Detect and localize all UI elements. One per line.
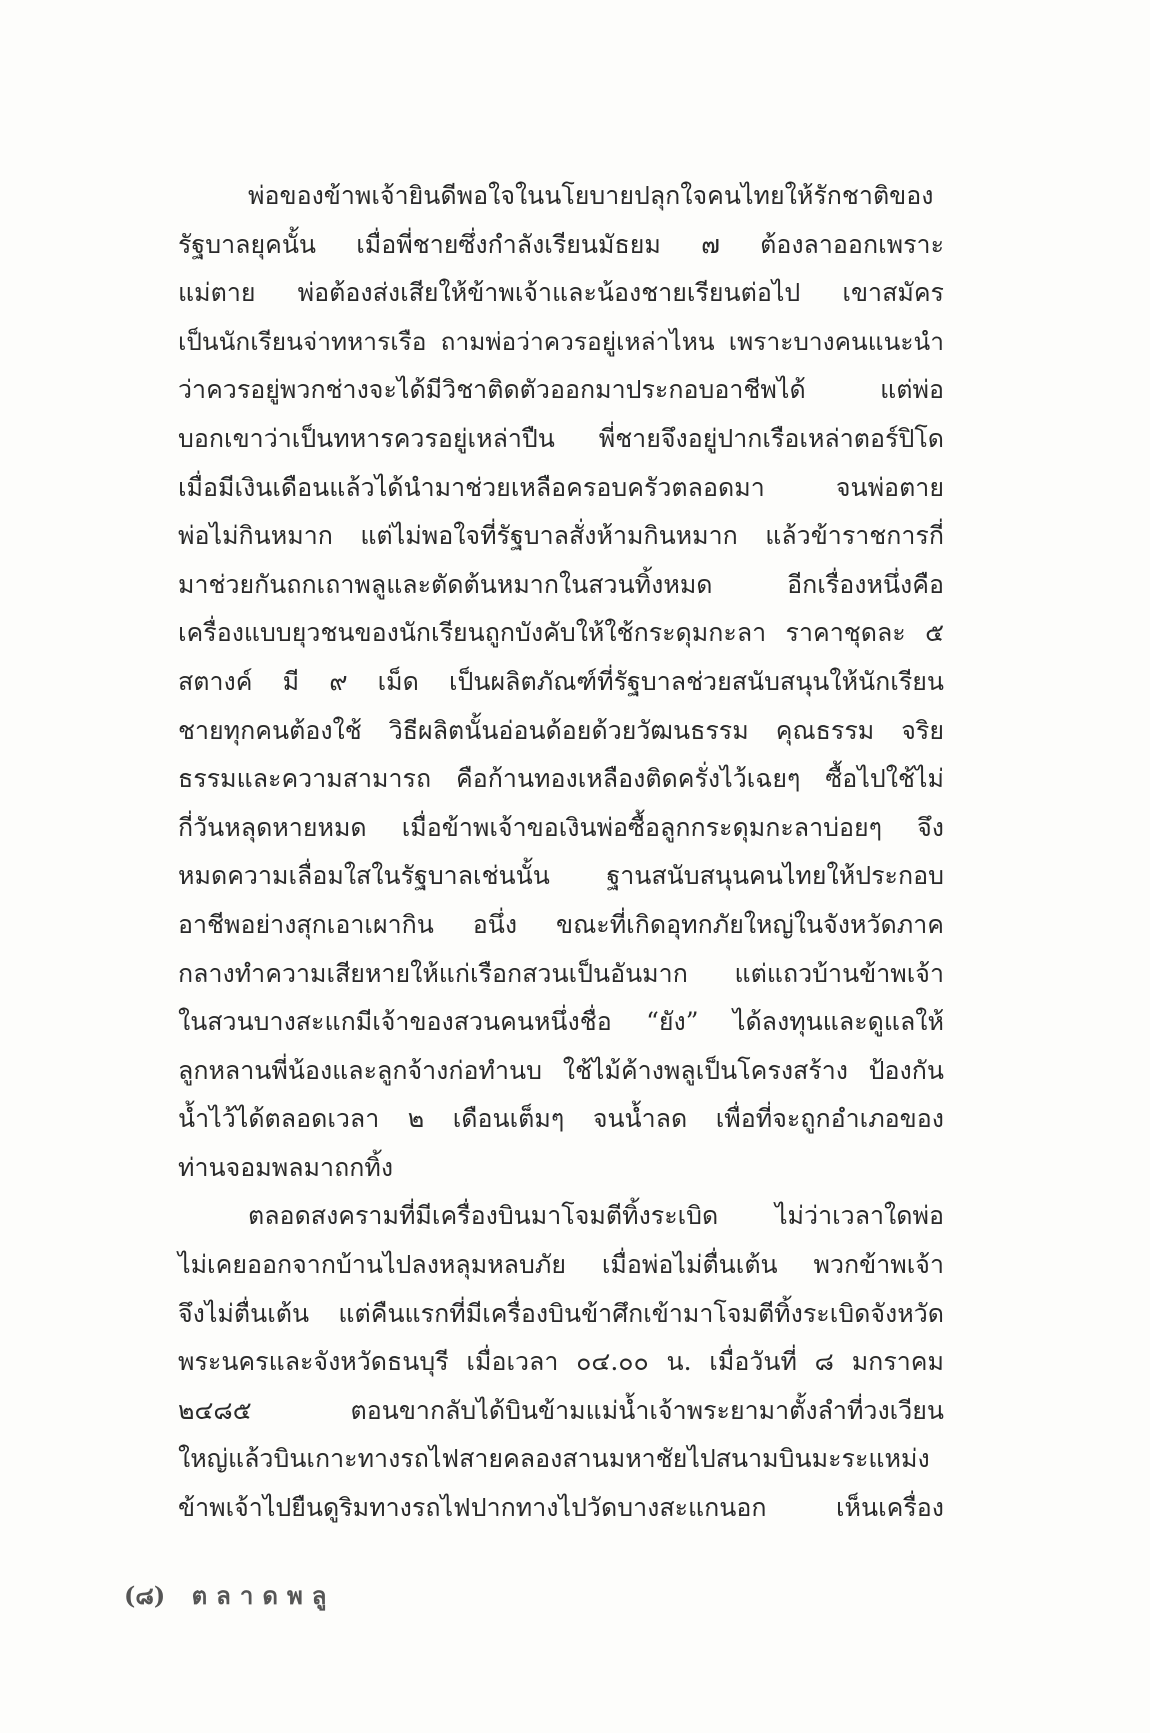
paragraph <box>178 172 944 1192</box>
text-line: น้ำไว้ได้ตลอดเวลา ๒ เดือนเต็มๆ จนน้ำลด เพื่อที่จะถูกอำเภอของ <box>178 1104 944 1134</box>
text-line: ลูกหลานพี่น้องและลูกจ้างก่อทำนบ ใช้ไม้ค้างพลูเป็นโครงสร้าง ป้องกัน <box>178 1055 944 1085</box>
text-line: แม่ตาย พ่อต้องส่งเสียให้ข้าพเจ้าและน้องชายเรียนต่อไป เขาสมัคร <box>178 278 944 308</box>
text-line: เมื่อมีเงินเดือนแล้วได้นำมาช่วยเหลือครอบครัวตลอดมา จนพ่อตาย <box>178 472 944 502</box>
text-line: ข้าพเจ้าไปยืนดูริมทางรถไฟปากทางไปวัดบางสะแกนอก เห็นเครื่อง <box>178 1493 944 1523</box>
text-line: ท่านจอมพลมาถกทิ้ง <box>178 1152 394 1182</box>
text-line: ไม่เคยออกจากบ้านไปลงหลุมหลบภัย เมื่อพ่อไม่ตื่นเต้น พวกข้าพเจ้า <box>178 1250 944 1280</box>
text-line: อาชีพอย่างสุกเอาเผากิน อนึ่ง ขณะที่เกิดอุทกภัยใหญ่ในจังหวัดภาค <box>178 909 944 939</box>
text-line: ธรรมและความสามารถ คือก้านทองเหลืองติดครั่งไว้เฉยๆ ซื้อไปใช้ไม่ <box>178 764 944 794</box>
text-line: รัฐบาลยุคนั้น เมื่อพี่ชายซึ่งกำลังเรียนมัธยม ๗ ต้องลาออกเพราะ <box>178 229 944 259</box>
text-line: จึงไม่ตื่นเต้น แต่คืนแรกที่มีเครื่องบินข้าศึกเข้ามาโจมตีทิ้งระเบิดจังหวัด <box>178 1298 944 1328</box>
page-number: (๘) <box>124 1581 166 1610</box>
text-line: หมดความเลื่อมใสในรัฐบาลเช่นนั้น ฐานสนับสนุนคนไทยให้ประกอบ <box>178 861 944 891</box>
page-body-text <box>178 172 944 1533</box>
text-line: ชายทุกคนต้องใช้ วิธีผลิตนั้นอ่อนด้อยด้วยวัฒนธรรม คุณธรรม จริย <box>178 715 944 745</box>
text-line: กี่วันหลุดหายหมด เมื่อข้าพเจ้าขอเงินพ่อซื้อลูกกระดุมกะลาบ่อยๆ จึง <box>178 812 944 842</box>
text-line: เป็นนักเรียนจ่าทหารเรือ ถามพ่อว่าควรอยู่เหล่าไหน เพราะบางคนแนะนำ <box>178 326 944 356</box>
text-line: พ่อไม่กินหมาก แต่ไม่พอใจที่รัฐบาลสั่งห้ามกินหมาก แล้วข้าราชการกี่ <box>178 521 944 551</box>
text-line: พ่อของข้าพเจ้ายินดีพอใจในนโยบายปลุกใจคนไทยให้รักชาติของ <box>248 181 934 210</box>
paragraph <box>178 1192 944 1532</box>
text-line: มาช่วยกันถกเถาพลูและตัดต้นหมากในสวนทิ้งหมด อีกเรื่องหนึ่งคือ <box>178 569 944 599</box>
text-line: ใหญ่แล้วบินเกาะทางรถไฟสายคลองสานมหาชัยไปสนามบินมะระแหม่ง <box>178 1444 930 1474</box>
text-line: พระนครและจังหวัดธนบุรี เมื่อเวลา ๐๔.๐๐ น. เมื่อวันที่ ๘ มกราคม <box>178 1347 944 1377</box>
text-line: ๒๔๘๕ ตอนขากลับได้บินข้ามแม่น้ำเจ้าพระยามาตั้งลำที่วงเวียน <box>178 1395 944 1425</box>
text-line: ในสวนบางสะแกมีเจ้าของสวนคนหนึ่งชื่อ “ยัง” ได้ลงทุนและดูแลให้ <box>178 1007 944 1037</box>
text-line: กลางทำความเสียหายให้แก่เรือกสวนเป็นอันมาก แต่แถวบ้านข้าพเจ้า <box>178 958 944 988</box>
text-line: ตลอดสงครามที่มีเครื่องบินมาโจมตีทิ้งระเบิด ไม่ว่าเวลาใดพ่อ <box>248 1201 944 1231</box>
text-line: สตางค์ มี ๙ เม็ด เป็นผลิตภัณฑ์ที่รัฐบาลช่วยสนับสนุนให้นักเรียน <box>178 666 944 696</box>
running-title: ตลาดพลู <box>191 1581 336 1610</box>
text-line: เครื่องแบบยุวชนของนักเรียนถูกบังคับให้ใช้กระดุมกะลา ราคาชุดละ ๕ <box>178 618 944 648</box>
text-line: บอกเขาว่าเป็นทหารควรอยู่เหล่าปืน พี่ชายจึงอยู่ปากเรือเหล่าตอร์ปิโด <box>178 423 944 453</box>
page-footer <box>124 1576 335 1615</box>
text-line: ว่าควรอยู่พวกช่างจะได้มีวิชาติดตัวออกมาประกอบอาชีพได้ แต่พ่อ <box>178 375 944 405</box>
